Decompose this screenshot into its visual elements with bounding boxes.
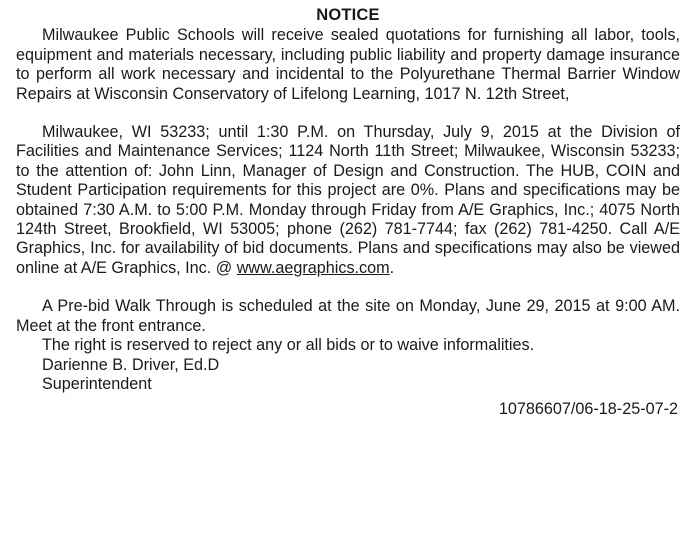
reference-number: 10786607/06-18-25-07-2 [498,400,678,419]
notice-reservation: The right is reserved to reject any or all bids or to waive informalities. [42,336,535,355]
paragraph-spacer [16,278,680,297]
notice-paragraph-intro: Milwaukee Public Schools will receive sealed quotations for furnishing all labor, tools, equipment and materials necessary, including public liability and property damage insurance to perform all work necessary and incidental to the Polyurethane Thermal Barrier Window Repairs at Wisconsin Conservatory of Lifelong Learning, 1017 N. 12th Street, [16,26,680,103]
paragraph-spacer [16,104,680,123]
website-suffix: . [389,258,395,277]
notice-paragraph-prebid: A Pre-bid Walk Through is scheduled at the site on Monday, June 29, 2015 at 9:00 AM. Meet at the front entrance. [16,297,680,335]
notice-paragraph-details [16,123,680,278]
notice-title: NOTICE [316,6,380,24]
public-notice [16,6,680,420]
details-text: Milwaukee, WI 53233; until 1:30 P.M. on Thursday, July 9, 2015 at the Division of Facilities and Maintenance Services; 1124 North 11th Street; Milwaukee, Wisconsin 53233; to the attention of: John Linn, Manager of Design and Construction. The HUB, COIN and Student Participation requirements for this project are 0%. Plans and specifications may be obtained 7:30 A.M. to 5:00 P.M. Monday through Friday from A/E Graphics, Inc.; 4075 North 124th Street, Brookfield, WI 53005; phone (262) 781-7744; fax (262) 781-4250. Call A/E Graphics, Inc. for availability of bid documents. Plans and specifications may also be viewed online at A/E Graphics, Inc. @ [16,123,680,277]
signer-title: Superintendent [42,374,152,393]
website-link[interactable]: www.aegraphics.com [236,258,390,277]
signer-name: Darienne B. Driver, Ed.D [42,355,220,374]
